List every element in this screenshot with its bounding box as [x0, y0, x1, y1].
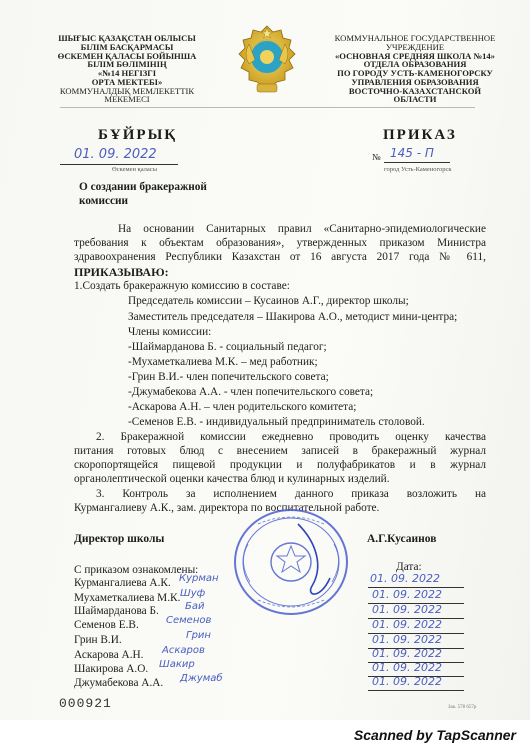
acquainted-name: Курмангалиева А.К.	[74, 577, 171, 589]
title-russian: ПРИКАЗ	[383, 127, 457, 143]
header-left-line-4: БІЛІМ БӨЛІМІНІҢ	[87, 59, 167, 70]
date-label: Дата:	[396, 561, 422, 573]
acquainted-date: 01. 09. 2022	[372, 633, 442, 646]
acquainted-date: 01. 09. 2022	[372, 675, 442, 688]
subject-line-2: комиссии	[79, 195, 129, 207]
acquainted-signature: Бай	[185, 601, 205, 612]
item-1-heading: 1.Создать бракеражную комиссию в составе:	[74, 280, 290, 292]
header-right-line-3: «ОСНОВНАЯ СРЕДНЯЯ ШКОЛА №14»	[335, 50, 495, 61]
acquainted-signature: Аскаров	[162, 645, 205, 656]
acquainted-label: С приказом ознакомлены:	[74, 564, 199, 576]
acquainted-signature: Шакир	[159, 659, 195, 670]
commission-members-label: Члены комиссии:	[128, 326, 212, 338]
commission-member: -Семенов Е.В. - индивидуальный предприниматель столовой.	[128, 416, 425, 428]
header-right-line-8: ОБЛАСТИ	[393, 94, 437, 105]
acquainted-name: Джумабекова А.А.	[74, 677, 164, 689]
header-left-line-5: «№14 НЕГІЗГІ	[97, 68, 157, 79]
acquainted-name: Мухаметкалиева М.К.	[74, 592, 181, 604]
serial-number: 000921	[59, 696, 112, 711]
preamble-line-2: требования к объектам образования», утвержденных приказом Министра	[74, 237, 486, 249]
header-left	[42, 34, 212, 104]
header-right-line-6: УПРАВЛЕНИЯ ОБРАЗОВАНИЯ	[351, 76, 479, 87]
header-right-line-5: ПО ГОРОДУ УСТЬ-КАМЕНОГОРСКУ	[337, 68, 493, 79]
acquainted-name: Семенов Е.В.	[74, 619, 139, 631]
acquainted-name: Шакирова А.О.	[74, 663, 149, 675]
item-3-line-2: Курмангалиеву А.К., зам. директора по воспитательной работе.	[74, 502, 380, 514]
header-left-line-1: ШЫҒЫС ҚАЗАҚСТАН ОБЛЫСЫ	[58, 33, 196, 43]
preamble-line-1: На основании Санитарных правил «Санитарно-эпидемиологические	[118, 223, 486, 235]
acquainted-date: 01. 09. 2022	[372, 603, 442, 616]
acquainted-signature: Шуф	[180, 588, 206, 599]
commission-chair: Председатель комиссии – Кусаинов А.Г., директор школы;	[128, 295, 409, 307]
city-russian: город Усть-Каменогорск	[384, 166, 452, 173]
print-mark: Зак. 578 657р	[448, 705, 477, 710]
acquainted-name: Грин В.И.	[74, 634, 122, 646]
acquainted-signature: Грин	[186, 630, 211, 641]
header-left-line-7: КОММУНАЛДЫҚ МЕМЛЕКЕТТІК	[59, 85, 195, 96]
header-left-line-3: ӨСКЕМЕН ҚАЛАСЫ БОЙЫНША	[57, 50, 197, 61]
acquainted-date: 01. 09. 2022	[370, 572, 440, 585]
acquainted-date: 01. 09. 2022	[372, 647, 442, 660]
commission-deputy: Заместитель председателя – Шакирова А.О., методист мини-центра;	[128, 311, 458, 323]
order-number-field	[384, 147, 450, 163]
acquainted-signature: Джумаб	[180, 673, 223, 684]
preamble-line-3: здравоохранения Республики Казахстан от 16 августа 2017 года № 611,	[74, 251, 486, 263]
order-directive: ПРИКАЗЫВАЮ:	[74, 265, 169, 279]
acquainted-date: 01. 09. 2022	[372, 588, 442, 601]
commission-member: -Аскарова А.Н. – член родительского комитета;	[128, 401, 357, 413]
header-divider	[60, 107, 475, 108]
header-right	[326, 34, 504, 104]
header-right-line-2: УЧРЕЖДЕНИЕ	[385, 41, 445, 52]
header-right-line-7: ВОСТОЧНО-КАЗАХСТАНСКОЙ	[348, 85, 482, 96]
acquainted-signature: Курман	[179, 573, 219, 584]
order-date-field	[60, 149, 178, 165]
item-2-line-3: скоропортящейся пищевой продукции и полуфабрикатов и в журнал	[74, 459, 486, 471]
official-seal-icon	[228, 504, 354, 620]
order-number-prefix: №	[372, 152, 381, 162]
title-kazakh: БҰЙРЫҚ	[98, 127, 178, 143]
commission-member: -Шаймарданова Б. - социальный педагог;	[128, 341, 327, 353]
acquainted-date-field	[368, 675, 464, 691]
acquainted-date: 01. 09. 2022	[372, 618, 442, 631]
acquainted-name: Аскарова А.Н.	[74, 649, 144, 661]
item-2-line-2: питания готовых блюд с внесением записей в бракеражный журнал	[74, 445, 486, 457]
item-3-line-1: 3. Контроль за исполнением данного приказа возложить на	[96, 488, 486, 500]
acquainted-name: Шаймарданова Б.	[74, 605, 159, 617]
item-2-line-4: органолептической оценки качества блюд и кулинарных изделий.	[74, 473, 390, 485]
commission-member: -Грин В.И.- член попечительского совета;	[128, 371, 329, 383]
acquainted-date: 01. 09. 2022	[372, 661, 442, 674]
acquainted-date-field	[368, 572, 464, 588]
header-right-line-1: КОММУНАЛЬНОЕ ГОСУДАРСТВЕННОЕ	[334, 33, 496, 43]
state-emblem-icon	[237, 24, 297, 96]
city-kazakh: Өскемен қаласы	[112, 166, 158, 173]
header-left-line-6: ОРТА МЕКТЕБІ»	[91, 76, 163, 87]
item-2-line-1: 2. Бракеражной комиссии ежедневно проводить оценку качества	[96, 431, 486, 443]
commission-member: -Джумабекова А.А. - член попечительского совета;	[128, 386, 374, 398]
director-name: А.Г.Кусаинов	[367, 533, 437, 545]
subject-line-1: О создании бракеражной	[79, 181, 207, 193]
order-date: 01. 09. 2022	[74, 147, 157, 162]
order-number: 145 - П	[390, 146, 434, 160]
header-left-line-8: МЕКЕМЕСІ	[104, 94, 150, 105]
order-subject	[79, 180, 207, 208]
acquainted-signature: Семенов	[166, 615, 212, 626]
header-left-line-2: БІЛІМ БАСҚАРМАСЫ	[80, 41, 174, 52]
scanner-watermark: Scanned by TapScanner	[353, 727, 516, 743]
commission-member: -Мухаметкалиева М.К. – мед работник;	[128, 356, 318, 368]
header-right-line-4: ОТДЕЛА ОБРАЗОВАНИЯ	[363, 59, 467, 70]
director-title: Директор школы	[74, 533, 165, 545]
